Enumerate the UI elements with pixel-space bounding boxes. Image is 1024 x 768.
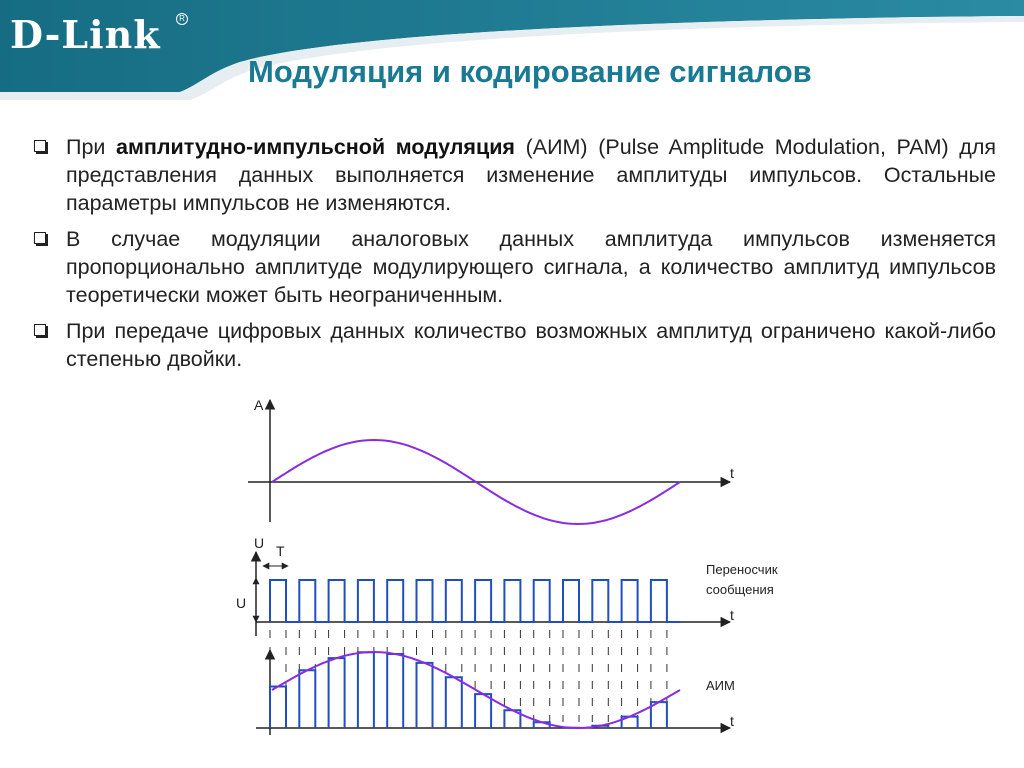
- bullet-text: При передаче цифровых данных количество возможных амплитуд ограничено какой-либо степенью двойки.: [66, 319, 996, 371]
- carrier-panel: [236, 535, 778, 636]
- pam-pulse: [358, 652, 374, 728]
- signal-x-label: t: [730, 465, 734, 481]
- pam-pulse: [387, 654, 403, 728]
- carrier-amplitude-label: U: [236, 595, 247, 611]
- pam-caption: АИМ: [706, 678, 735, 693]
- carrier-pulse-train: [270, 580, 680, 622]
- bullet-text: При амплитудно-импульсной модуляция (АИМ) (Pulse Amplitude Modulation, PAM) для представления данных выполняется изменение амплитуды импульсов. Остальные параметры импульсов не изменяются.: [66, 135, 997, 215]
- pam-pulse: [270, 687, 286, 729]
- pam-pulse: [417, 663, 433, 728]
- carrier-caption-line1: Переносчик: [706, 562, 778, 577]
- pam-pulse: [299, 670, 315, 728]
- d-link-logo: D-Link: [10, 12, 161, 57]
- pam-pulse: [329, 658, 345, 728]
- registered-mark-icon: R: [176, 13, 188, 25]
- page-title: Модуляция и кодирование сигналов: [248, 54, 812, 89]
- pam-pulse-train: [270, 652, 667, 728]
- carrier-x-label: t: [730, 607, 734, 623]
- pam-pulse: [446, 677, 462, 728]
- bullet-term: амплитудно-импульсной модуляция: [116, 135, 515, 159]
- carrier-period-label: T: [276, 543, 285, 559]
- carrier-caption-line2: сообщения: [706, 582, 774, 597]
- signal-panel: [248, 397, 734, 524]
- pam-pulse: [475, 694, 491, 728]
- carrier-pulse-path: [270, 580, 680, 622]
- bullet-text: В случае модуляции аналоговых данных амплитуда импульсов изменяется пропорционально амплитуде модулирующего сигнала, а количество амплитуд импульсов теоретически может быть неограниченным.: [66, 227, 996, 307]
- pam-x-label: t: [730, 713, 734, 729]
- carrier-y-label: U: [254, 535, 265, 551]
- signal-y-label: A: [254, 397, 264, 413]
- pam-panel: [256, 630, 735, 735]
